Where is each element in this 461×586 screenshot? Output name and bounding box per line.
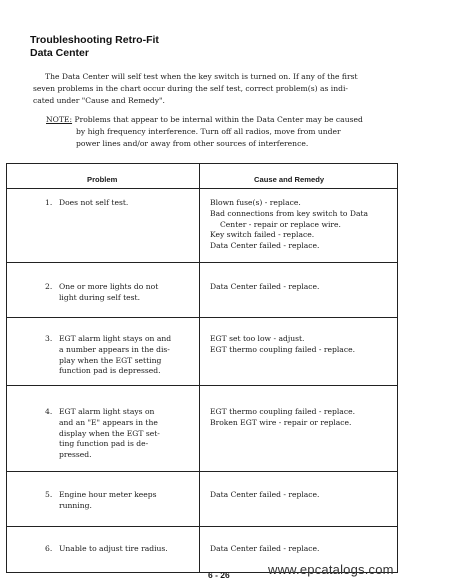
column-divider [199, 164, 200, 572]
cause-line: EGT thermo coupling failed - replace. [210, 344, 355, 354]
cause-text [210, 407, 355, 429]
cause-line: Data Center failed - replace. [210, 241, 320, 251]
header-problem: Problem [87, 175, 118, 184]
cause-line: Data Center failed - replace. [210, 282, 320, 291]
row-divider [7, 262, 397, 263]
problem-line: and an "E" appears in the [59, 417, 158, 427]
problem-line: a number appears in the dis- [59, 344, 170, 354]
page-title [30, 34, 330, 60]
header-cause: Cause and Remedy [254, 175, 325, 184]
intro-line: The Data Center will self test when the key switch is turned on. If any of the first [45, 72, 358, 81]
cause-text [210, 490, 319, 501]
intro-paragraph [33, 71, 393, 108]
title-line-2: Data Center [30, 47, 89, 59]
problem-line: running. [59, 500, 92, 510]
cause-line: Data Center failed - replace. [210, 490, 320, 499]
problem-line: Unable to adjust tire radius. [59, 544, 168, 553]
cause-text [210, 334, 355, 356]
cause-line: Bad connections from key switch to Data [210, 208, 369, 218]
cause-line: Broken EGT wire - repair or replace. [210, 417, 352, 427]
problem-line: EGT alarm light stays on and [59, 334, 172, 343]
intro-line: seven problems in the chart occur during the self test, correct problem(s) as indi- [33, 84, 348, 94]
row-divider [7, 526, 397, 527]
problem-text [59, 407, 160, 461]
problem-line: EGT alarm light stays on [59, 407, 155, 416]
title-line-1: Troubleshooting Retro-Fit [30, 34, 159, 46]
note-line: Problems that appear to be internal within the Data Center may be caused [74, 115, 363, 124]
note-line: power lines and/or away from other sources of interference. [76, 139, 309, 149]
cause-text [210, 282, 319, 293]
cause-text [210, 544, 319, 555]
row-divider [7, 471, 397, 472]
cause-line: Data Center failed - replace. [210, 544, 320, 553]
note-line: by high frequency interference. Turn off all radios, move from under [76, 127, 341, 137]
problem-line: pressed. [59, 450, 92, 460]
cause-line: EGT thermo coupling failed - replace. [210, 407, 355, 416]
problem-line: display when the EGT set- [59, 428, 160, 438]
cause-text [210, 198, 368, 252]
problem-text [59, 198, 128, 209]
problem-number: 3. [45, 334, 53, 343]
cause-line: Key switch failed - replace. [210, 230, 315, 240]
problem-line: ting function pad is de- [59, 439, 149, 449]
troubleshooting-table [6, 163, 398, 573]
row-divider [7, 188, 397, 189]
watermark: www.epcatalogs.com [268, 562, 394, 577]
problem-number: 1. [45, 198, 53, 207]
cause-line: Blown fuse(s) - replace. [210, 198, 301, 207]
problem-number: 4. [45, 407, 53, 416]
problem-line: Does not self test. [59, 198, 129, 207]
problem-line: light during self test. [59, 292, 141, 302]
problem-line: Engine hour meter keeps [59, 490, 157, 499]
note-label: NOTE: [46, 115, 73, 124]
cause-line: EGT set too low - adjust. [210, 334, 305, 343]
problem-line: One or more lights do not [59, 282, 159, 291]
page-number: 6 - 26 [208, 570, 230, 580]
problem-number: 2. [45, 282, 53, 291]
problem-line: play when the EGT setting [59, 355, 162, 365]
row-divider [7, 317, 397, 318]
problem-text [59, 544, 168, 555]
problem-text [59, 490, 157, 512]
intro-line: cated under "Cause and Remedy". [33, 96, 165, 106]
problem-number: 5. [45, 490, 53, 499]
cause-line: Center - repair or replace wire. [220, 219, 341, 229]
note-paragraph [46, 114, 396, 151]
problem-line: function pad is depressed. [59, 366, 161, 376]
problem-number: 6. [45, 544, 53, 553]
problem-text [59, 334, 171, 377]
problem-text [59, 282, 158, 304]
row-divider [7, 385, 397, 386]
